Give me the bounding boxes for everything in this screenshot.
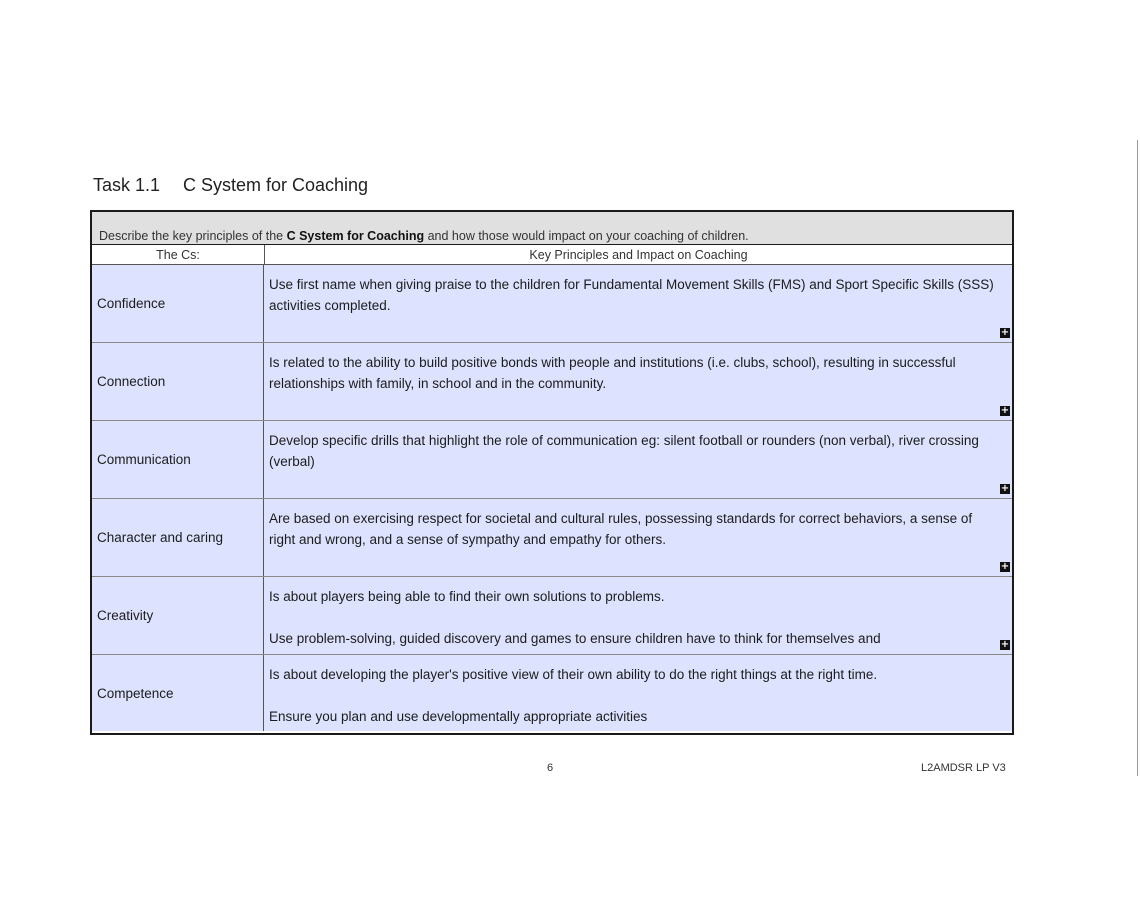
table-row-creativity: [92, 577, 1012, 655]
table-row-connection: [92, 343, 1012, 421]
table-row-communication: [92, 421, 1012, 499]
c-name: Connection: [92, 343, 264, 420]
c-description-field[interactable]: Is about players being able to find their own solutions to problems. Use problem-solving, guided discovery and games to ensure children have to think for themselves and +: [264, 577, 1012, 654]
plus-box-icon[interactable]: +: [1000, 639, 1010, 650]
c-name: Creativity: [92, 577, 264, 654]
task-title: C System for Coaching: [183, 175, 369, 195]
c-description-field[interactable]: Are based on exercising respect for societal and cultural rules, possessing standards for correct behaviors, a sense of right and wrong, and a sense of sympathy and empathy for others. +: [264, 499, 1012, 576]
table-row-competence: [92, 655, 1012, 731]
c-name: Confidence: [92, 265, 264, 342]
table-row-character-and-caring: [92, 499, 1012, 577]
c-system-table: [90, 210, 1014, 735]
c-description-field[interactable]: Develop specific drills that highlight the role of communication eg: silent football or rounders (non verbal), river crossing (verbal) +: [264, 421, 1012, 498]
task-heading: [93, 175, 368, 196]
plus-box-icon[interactable]: +: [1000, 483, 1010, 494]
table-header: [92, 245, 1012, 265]
plus-box-icon[interactable]: +: [1000, 327, 1010, 338]
page-edge-rule: [1137, 140, 1138, 776]
c-description-field[interactable]: Is related to the ability to build positive bonds with people and institutions (i.e. clubs, school), resulting in successful relationships with family, in school and in the community. +: [264, 343, 1012, 420]
c-description-field[interactable]: Is about developing the player's positive view of their own ability to do the right things at the right time. Ensure you plan and use developmentally appropriate activities: [264, 655, 1012, 731]
plus-box-icon[interactable]: +: [1000, 561, 1010, 572]
plus-box-icon[interactable]: +: [1000, 405, 1010, 416]
c-name: Character and caring: [92, 499, 264, 576]
table-row-confidence: [92, 265, 1012, 343]
header-the-cs: The Cs:: [92, 245, 265, 264]
page-number: 6: [547, 762, 554, 774]
c-name: Communication: [92, 421, 264, 498]
instruction-row: [92, 212, 1012, 245]
task-number: Task 1.1: [93, 175, 161, 195]
instruction-text: Describe the key principles of the C System for Coaching and how those would impact on your coaching of children.: [99, 229, 749, 243]
c-name: Competence: [92, 655, 264, 731]
c-description-field[interactable]: Use first name when giving praise to the children for Fundamental Movement Skills (FMS) and Sport Specific Skills (SSS) activities completed. +: [264, 265, 1012, 342]
header-key-principles: Key Principles and Impact on Coaching: [529, 247, 748, 262]
document-code: L2AMDSR LP V3: [921, 762, 1006, 774]
